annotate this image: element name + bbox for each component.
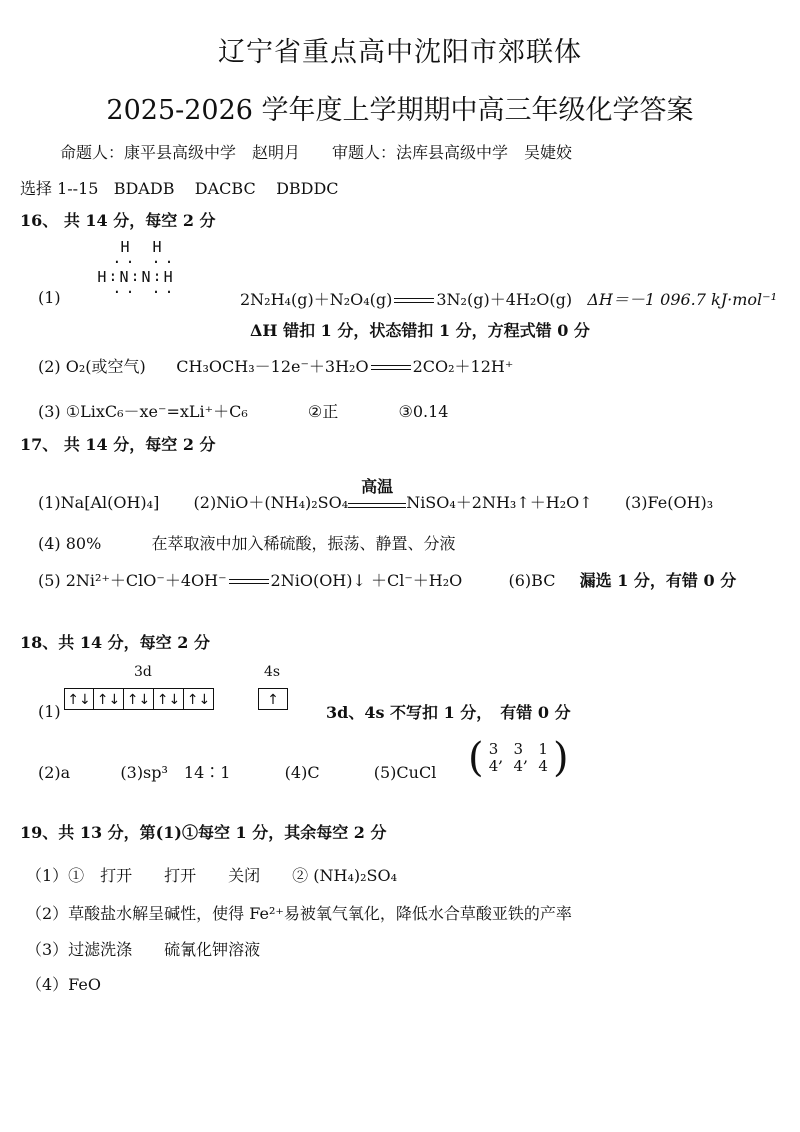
coord-num: 3 bbox=[488, 740, 499, 758]
q17-p2-right: NiSO₄＋2NH₃↑＋H₂O↑ bbox=[406, 493, 593, 512]
orbital-box: ↑ bbox=[258, 688, 288, 710]
coord-frac-1 bbox=[489, 741, 499, 775]
q18-p4: (4)C bbox=[284, 763, 320, 782]
coord-frac-3 bbox=[538, 741, 548, 775]
q18-p1-note: 3d、4s 不写扣 1 分， 有错 0 分 bbox=[326, 703, 571, 722]
coord-den: 4 bbox=[513, 757, 524, 775]
q16-p3-c: ③0.14 bbox=[398, 402, 449, 421]
right-paren: ) bbox=[552, 735, 569, 781]
choice-group-1: BDADB bbox=[113, 179, 175, 198]
q17-line1 bbox=[38, 477, 714, 513]
choice-group-3: DBDDC bbox=[276, 179, 339, 198]
q16-p1-equation bbox=[240, 287, 777, 310]
q16-p2-eq-left: CH₃OCH₃－12e⁻＋3H₂O bbox=[176, 357, 369, 376]
authors-line: 命题人：康平县高级中学 赵明月 审题人：法库县高级中学 吴婕姣 bbox=[60, 143, 573, 162]
choice-answers bbox=[20, 176, 339, 199]
q19-p3: （3）过滤洗涤 硫氰化钾溶液 bbox=[26, 940, 261, 959]
label-4s: 4s bbox=[264, 664, 281, 680]
orbital-box: ↑↓ bbox=[94, 688, 124, 710]
left-paren: ( bbox=[468, 735, 484, 781]
q18-line2 bbox=[38, 760, 436, 783]
orbital-box: ↑↓ bbox=[184, 688, 214, 710]
coord-den: 4 bbox=[488, 757, 499, 775]
orbital-3d-diagram bbox=[64, 688, 214, 710]
orbital-box: ↑↓ bbox=[154, 688, 184, 710]
q16-delta-h: ΔH＝－1 096.7 kJ·mol⁻¹ bbox=[587, 290, 778, 309]
q17-p3: (3)Fe(OH)₃ bbox=[624, 493, 714, 512]
q17-line2 bbox=[38, 531, 456, 554]
q17-p1: (1)Na[Al(OH)₄] bbox=[38, 493, 160, 512]
q18-p2: (2)a bbox=[38, 763, 71, 782]
page-title: 辽宁省重点高中沈阳市郊联体 bbox=[218, 37, 582, 68]
equals-sign bbox=[229, 579, 269, 584]
q16-p1-label: (1) bbox=[38, 288, 61, 307]
label-3d: 3d bbox=[134, 664, 152, 680]
q18-p3: (3)sp³ 14∶1 bbox=[120, 763, 231, 782]
choice-group-2: DACBC bbox=[194, 179, 256, 198]
q17-heading: 17、 共 14 分，每空 2 分 bbox=[20, 435, 216, 454]
q16-p2-label: (2) O₂(或空气) bbox=[38, 357, 146, 376]
lewis-dots-top: ·· ·· bbox=[112, 253, 178, 271]
condition-label: 高温 bbox=[361, 477, 394, 496]
lewis-structure bbox=[76, 240, 196, 300]
q16-eq-left: 2N₂H₄(g)＋N₂O₄(g) bbox=[240, 290, 393, 309]
q17-p5-left: (5) 2Ni²⁺＋ClO⁻＋4OH⁻ bbox=[38, 571, 227, 590]
equals-sign bbox=[371, 365, 411, 370]
q16-p1-note: ΔH 错扣 1 分，状态错扣 1 分，方程式错 0 分 bbox=[250, 321, 590, 340]
q16-heading: 16、 共 14 分，每空 2 分 bbox=[20, 211, 216, 230]
equals-sign bbox=[394, 298, 434, 303]
q19-heading: 19、共 13 分，第(1)①每空 1 分，其余每空 2 分 bbox=[20, 823, 387, 842]
q16-p2 bbox=[38, 354, 513, 377]
q17-p4a: (4) 80% bbox=[38, 534, 102, 553]
q16-p3-b: ②正 bbox=[307, 402, 339, 421]
orbital-4s-diagram bbox=[258, 688, 288, 710]
orbital-box: ↑↓ bbox=[64, 688, 94, 710]
lewis-top: H H bbox=[120, 238, 166, 256]
coord-frac-2 bbox=[514, 741, 524, 775]
q17-p6: (6)BC bbox=[508, 571, 556, 590]
q17-p4b: 在萃取液中加入稀硫酸，振荡、静置、分液 bbox=[151, 534, 456, 553]
q19-p1: （1）① 打开 打开 关闭 ② (NH₄)₂SO₄ bbox=[26, 866, 398, 885]
q17-line3 bbox=[38, 568, 736, 591]
q17-p5-right: 2NiO(OH)↓ ＋Cl⁻＋H₂O bbox=[270, 571, 463, 590]
q16-p2-eq-right: 2CO₂＋12H⁺ bbox=[412, 357, 514, 376]
q16-p3 bbox=[38, 399, 448, 422]
choice-label: 选择 1--15 bbox=[20, 179, 99, 198]
page-subtitle: 2025-2026 学年度上学期期中高三年级化学答案 bbox=[106, 95, 694, 126]
q19-p2: （2）草酸盐水解呈碱性，使得 Fe²⁺易被氧气氧化，降低水合草酸亚铁的产率 bbox=[26, 904, 572, 923]
orbital-box: ↑↓ bbox=[124, 688, 154, 710]
q16-p3-a: (3) ①LixC₆－xe⁻=xLi⁺＋C₆ bbox=[38, 402, 248, 421]
coord-den: 4 bbox=[538, 757, 548, 775]
coord-num: 3 bbox=[513, 740, 524, 758]
lewis-dots-bottom: ·· ·· bbox=[112, 283, 178, 301]
q19-p4: （4）FeO bbox=[26, 975, 101, 994]
q18-p5: (5)CuCl bbox=[373, 763, 437, 782]
coordinates: ( 3 4 , 3 4 , 1 4 ) bbox=[468, 735, 569, 781]
lewis-mid: H∶N∶N∶H bbox=[97, 268, 175, 286]
q16-eq-right: 3N₂(g)＋4H₂O(g) bbox=[436, 290, 573, 309]
q17-p6-note: 漏选 1 分，有错 0 分 bbox=[579, 571, 737, 590]
coord-num: 1 bbox=[538, 740, 548, 758]
q18-heading: 18、共 14 分，每空 2 分 bbox=[20, 633, 210, 652]
high-temp-condition bbox=[348, 477, 406, 508]
q17-p2-left: (2)NiO＋(NH₄)₂SO₄ bbox=[193, 493, 349, 512]
q18-p1-label: (1) bbox=[38, 702, 61, 721]
